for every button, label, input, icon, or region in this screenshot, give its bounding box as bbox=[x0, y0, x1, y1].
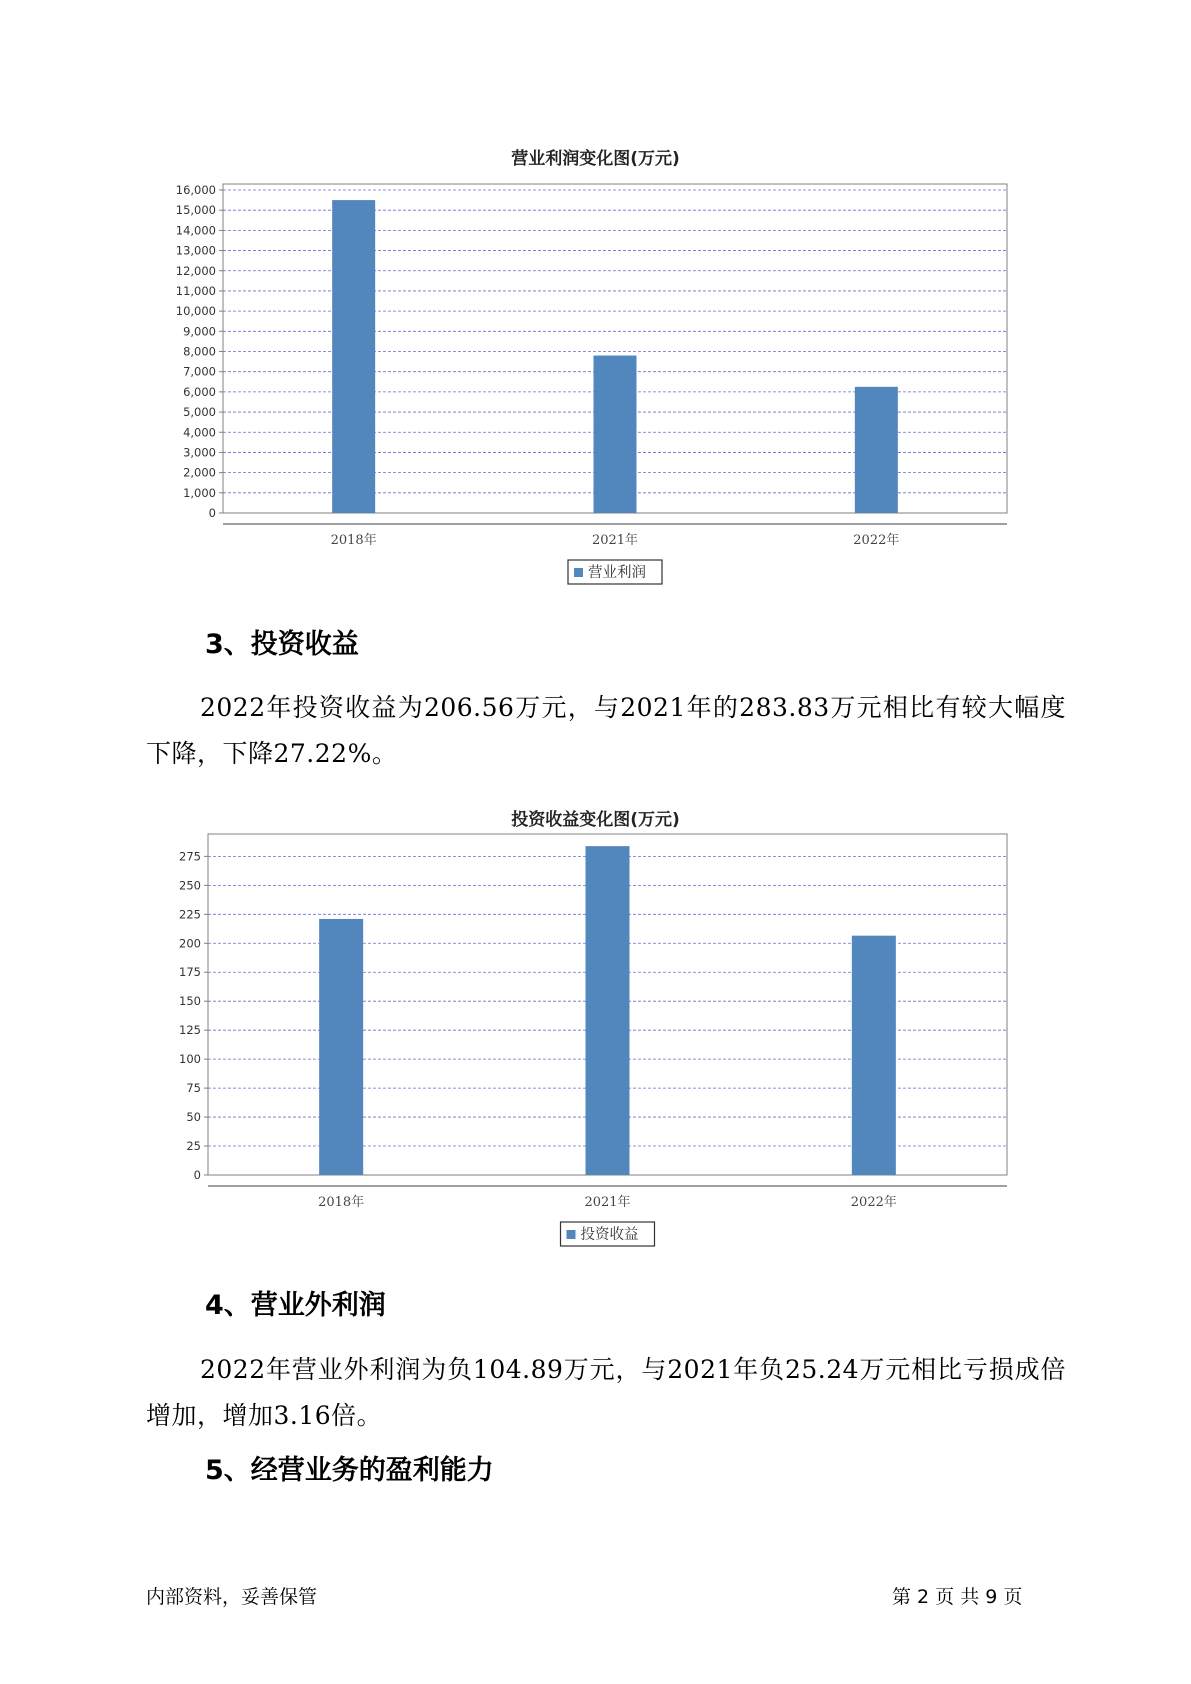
y-tick-label: 1,000 bbox=[183, 485, 216, 500]
x-category-label: 2022年 bbox=[853, 533, 900, 548]
y-tick-label: 6,000 bbox=[183, 384, 216, 399]
y-tick-label: 125 bbox=[179, 1023, 201, 1038]
x-category-label: 2018年 bbox=[318, 1195, 365, 1210]
y-tick-label: 200 bbox=[179, 936, 201, 951]
y-tick-label: 14,000 bbox=[175, 223, 216, 238]
y-tick-label: 10,000 bbox=[175, 304, 216, 319]
section-4-heading: 4、营业外利润 bbox=[205, 1290, 386, 1321]
investment-income-chart bbox=[0, 834, 1191, 1254]
bar bbox=[332, 200, 375, 513]
legend-swatch bbox=[574, 568, 583, 577]
y-tick-label: 8,000 bbox=[183, 344, 216, 359]
section-5-heading: 5、经营业务的盈利能力 bbox=[205, 1455, 494, 1486]
footer-page-number: 第 2 页 共 9 页 bbox=[892, 1586, 1023, 1608]
y-tick-label: 4,000 bbox=[183, 425, 216, 440]
x-category-label: 2018年 bbox=[330, 533, 377, 548]
y-tick-label: 0 bbox=[193, 1168, 201, 1182]
x-category-label: 2021年 bbox=[591, 533, 639, 548]
section-3-heading: 3、投资收益 bbox=[205, 629, 359, 660]
y-tick-label: 225 bbox=[179, 907, 201, 922]
x-category-label: 2022年 bbox=[850, 1195, 897, 1210]
y-tick-label: 13,000 bbox=[175, 243, 216, 258]
bar bbox=[594, 356, 637, 513]
section-3-text: 2022年投资收益为206.56万元，与2021年的283.83万元相比有较大幅度下降，下降27.22%。 bbox=[146, 693, 1066, 768]
operating-profit-chart bbox=[0, 170, 1191, 590]
y-tick-label: 11,000 bbox=[175, 283, 216, 298]
legend-label: 投资收益 bbox=[580, 1227, 639, 1243]
y-tick-label: 250 bbox=[179, 878, 201, 893]
legend-label: 营业利润 bbox=[588, 565, 646, 581]
y-tick-label: 16,000 bbox=[175, 183, 216, 197]
y-tick-label: 9,000 bbox=[183, 324, 216, 339]
legend-swatch bbox=[567, 1230, 576, 1239]
section-4-text: 2022年营业外利润为负104.89万元，与2021年负25.24万元相比亏损成倍增加，增加3.16倍。 bbox=[146, 1355, 1066, 1430]
y-tick-label: 50 bbox=[186, 1110, 201, 1125]
y-tick-label: 0 bbox=[208, 506, 216, 520]
y-tick-label: 150 bbox=[179, 994, 201, 1009]
chart1-title: 营业利润变化图(万元) bbox=[511, 149, 680, 169]
y-tick-label: 3,000 bbox=[183, 445, 216, 460]
bar bbox=[855, 387, 898, 513]
y-tick-label: 12,000 bbox=[175, 263, 216, 278]
y-tick-label: 5,000 bbox=[183, 405, 216, 420]
bar bbox=[586, 846, 630, 1175]
bar bbox=[852, 936, 896, 1175]
chart2-title: 投资收益变化图(万元) bbox=[511, 810, 680, 830]
y-tick-label: 100 bbox=[179, 1052, 201, 1067]
y-tick-label: 2,000 bbox=[183, 465, 216, 480]
bar bbox=[319, 919, 363, 1175]
y-tick-label: 75 bbox=[186, 1081, 201, 1096]
y-tick-label: 7,000 bbox=[183, 364, 216, 379]
y-tick-label: 275 bbox=[179, 849, 201, 864]
footer-confidential: 内部资料，妥善保管 bbox=[146, 1586, 318, 1608]
y-tick-label: 175 bbox=[179, 965, 201, 980]
y-tick-label: 15,000 bbox=[175, 203, 216, 218]
x-category-label: 2021年 bbox=[584, 1195, 631, 1210]
y-tick-label: 25 bbox=[186, 1139, 201, 1154]
